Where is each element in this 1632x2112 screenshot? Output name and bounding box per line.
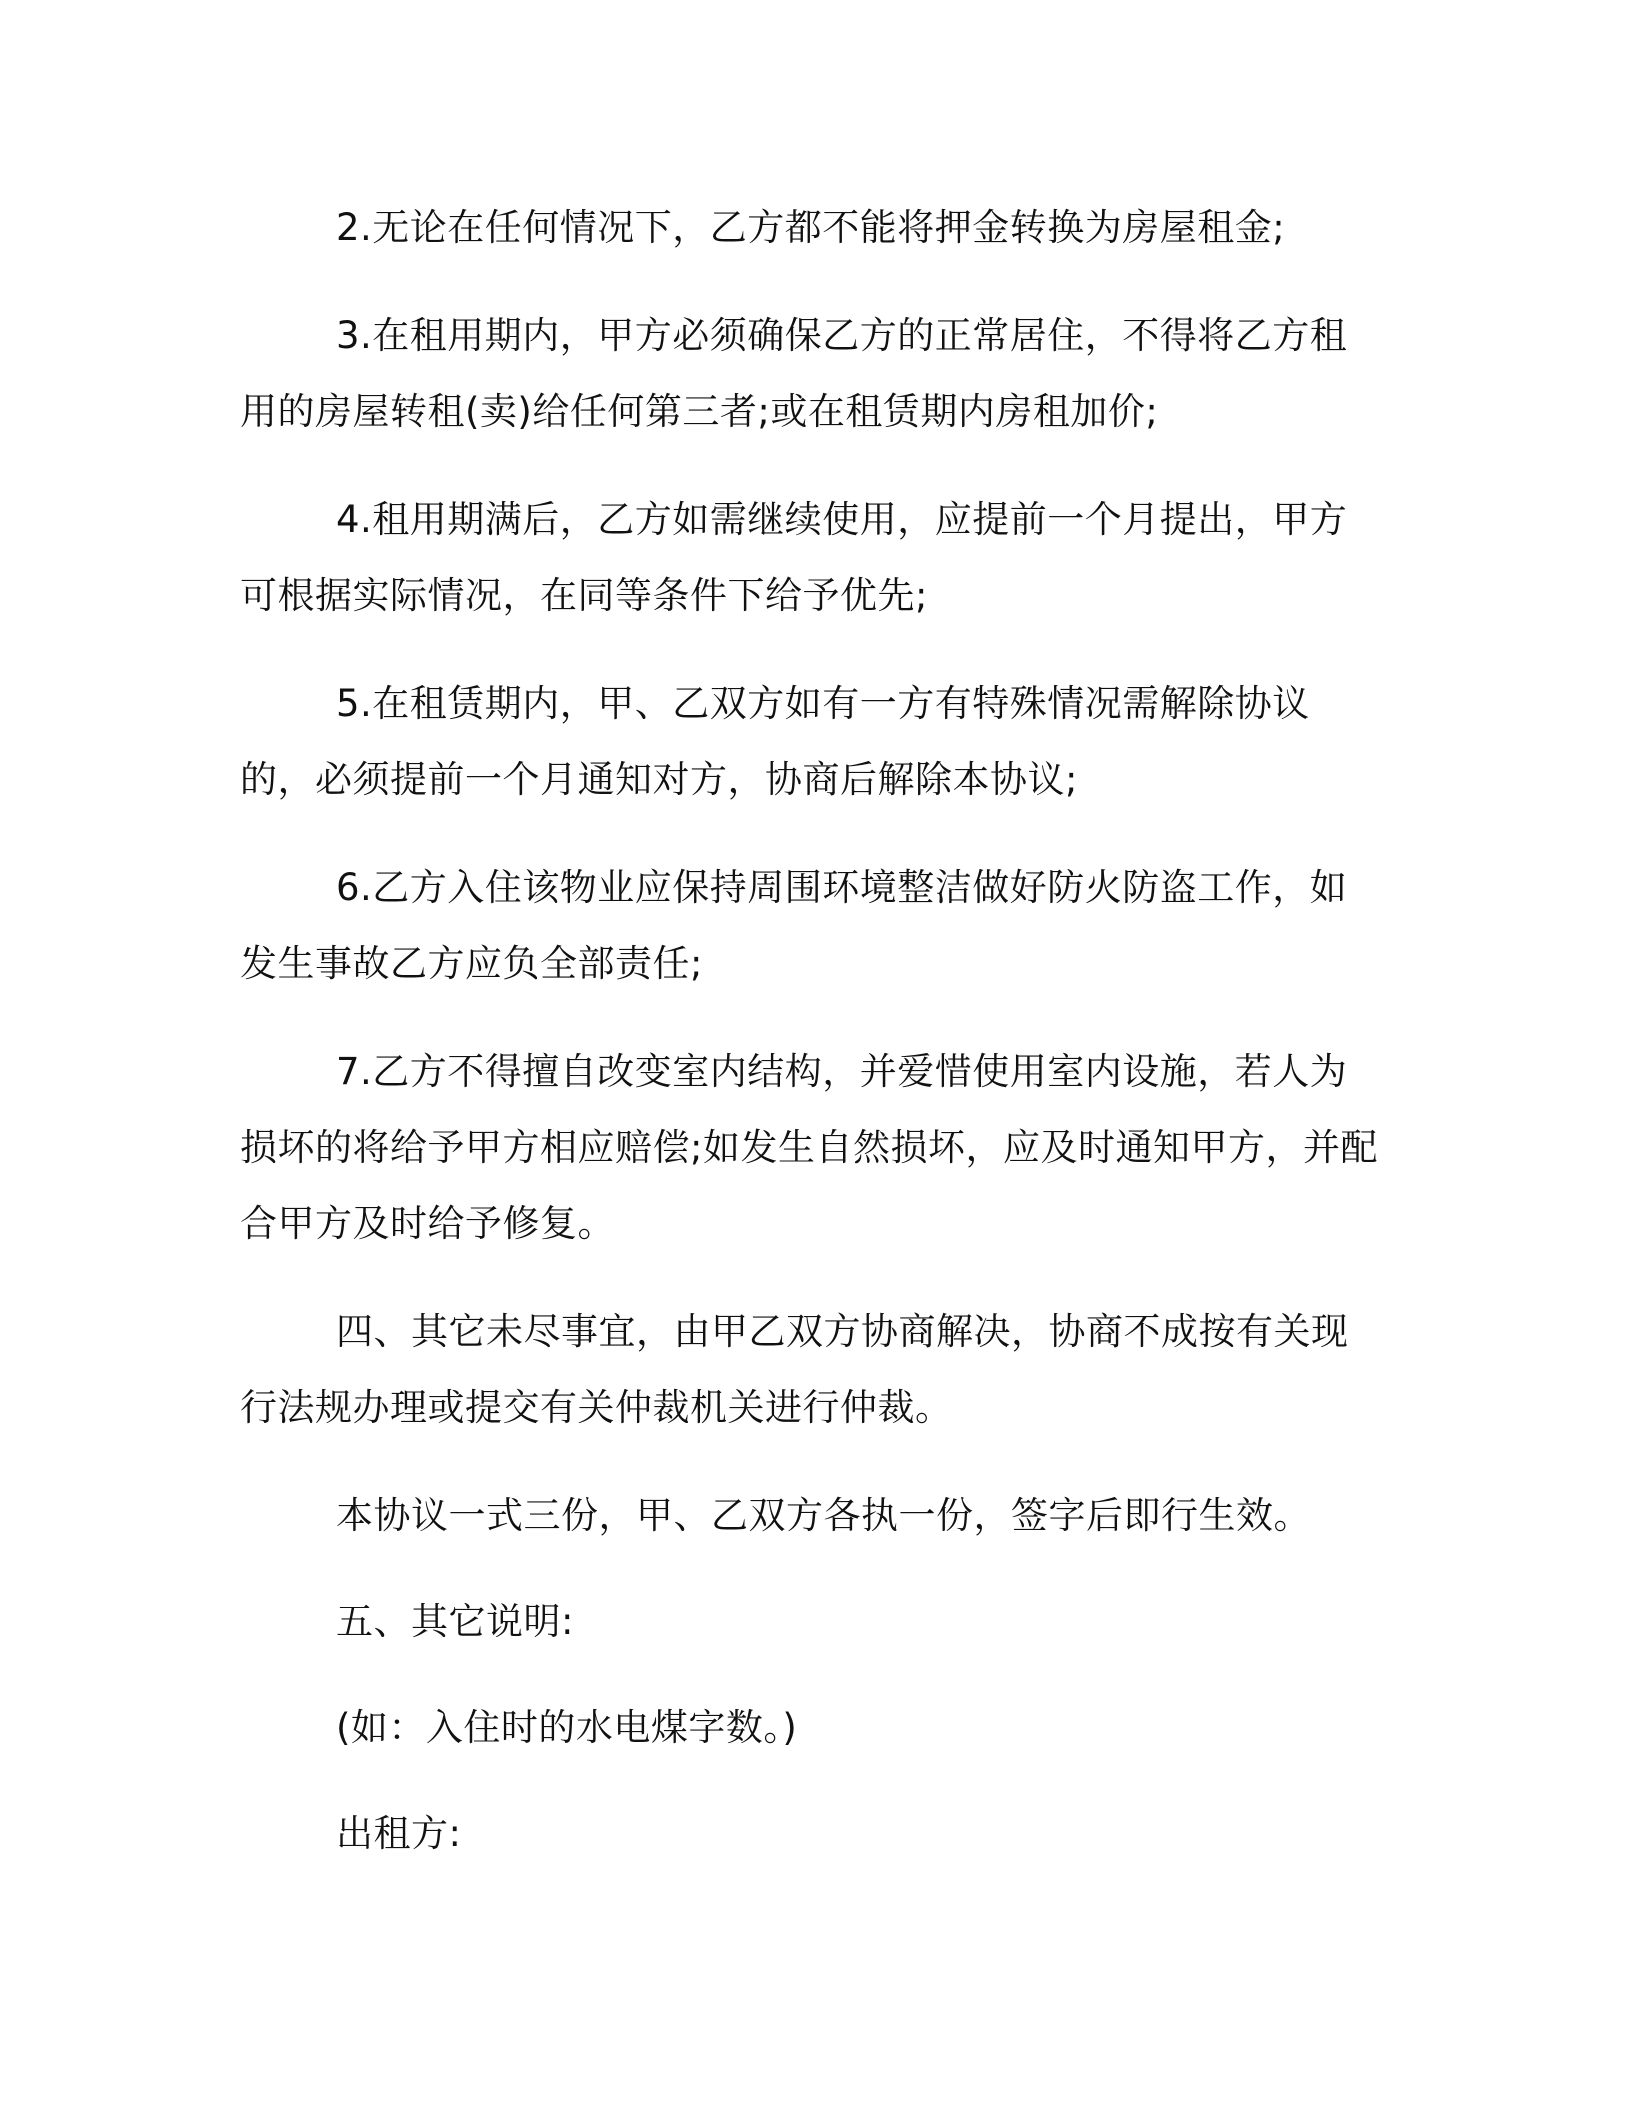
section-5-heading: 五、其它说明: (336, 1600, 574, 1643)
clause-3: 3.在租用期内，甲方必须确保乙方的正常居住，不得将乙方租用的房屋转租(卖)给任何第三者;或在租赁期内房租加价; (240, 314, 1348, 433)
utility-readings-note: (如：入住时的水电煤字数。) (336, 1706, 798, 1749)
agreement-copies-note: 本协议一式三份，甲、乙双方各执一份，签字后即行生效。 (336, 1494, 1311, 1537)
section-4-other-matters: 四、其它未尽事宜，由甲乙双方协商解决，协商不成按有关现行法规办理或提交有关仲裁机关进行仲裁。 (240, 1310, 1349, 1429)
clause-6: 6.乙方入住该物业应保持周围环境整洁做好防火防盗工作，如发生事故乙方应负全部责任; (240, 866, 1348, 985)
clause-7: 7.乙方不得擅自改变室内结构，并爱惜使用室内设施，若人为损坏的将给予甲方相应赔偿;如发生自然损坏，应及时通知甲方，并配合甲方及时给予修复。 (240, 1050, 1378, 1245)
document-body (240, 190, 1380, 1902)
lessor-signature-label: 出租方: (336, 1812, 462, 1855)
clause-5: 5.在租赁期内，甲、乙双方如有一方有特殊情况需解除协议的，必须提前一个月通知对方，协商后解除本协议; (240, 682, 1310, 801)
clause-2: 2.无论在任何情况下，乙方都不能将押金转换为房屋租金; (336, 206, 1286, 249)
clause-4: 4.租用期满后，乙方如需继续使用，应提前一个月提出，甲方可根据实际情况，在同等条件下给予优先; (240, 498, 1348, 617)
